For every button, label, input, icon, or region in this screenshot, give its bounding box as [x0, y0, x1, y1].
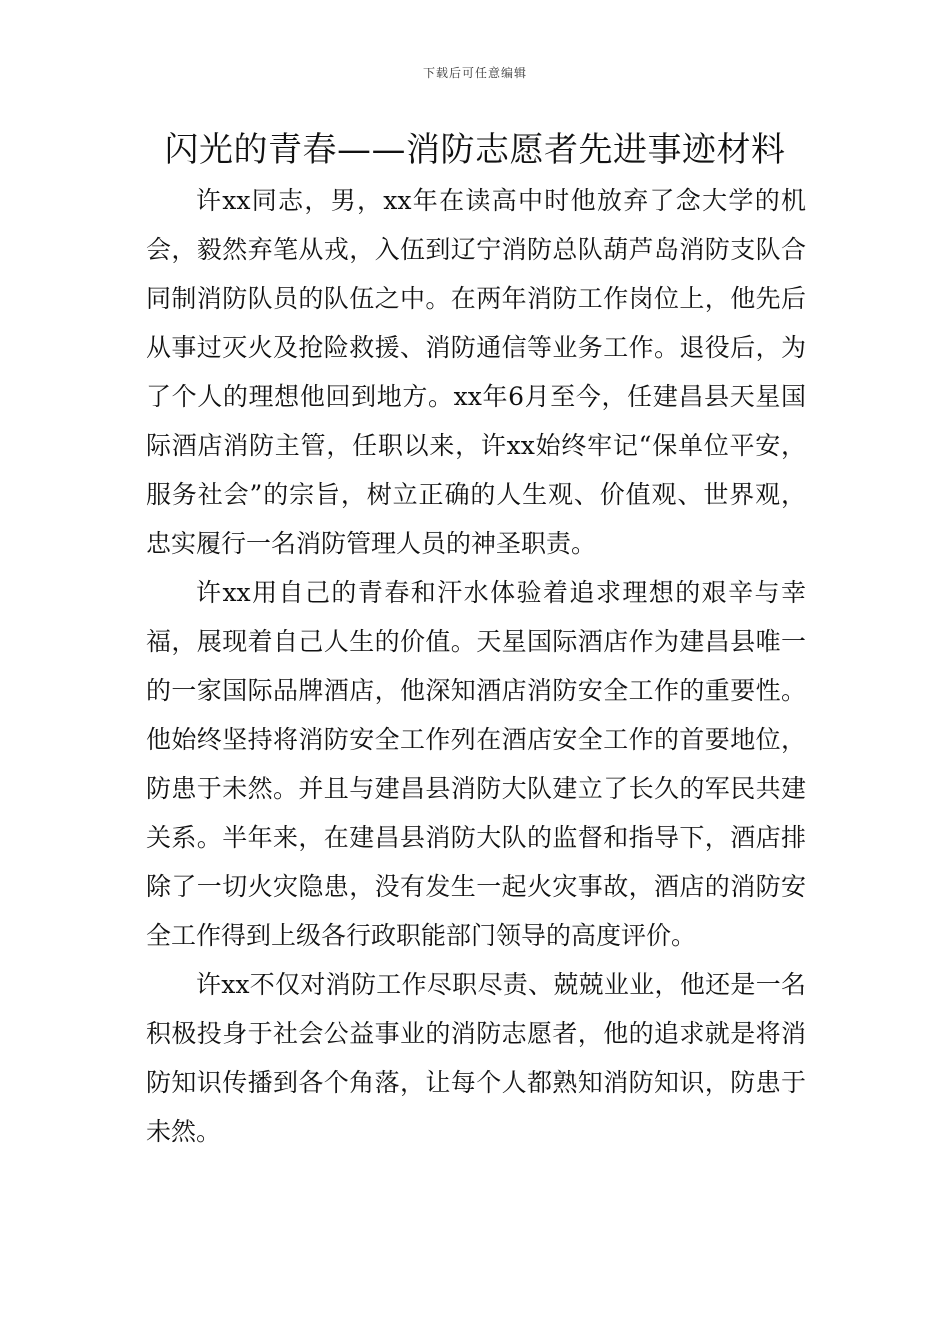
paragraph-2: 许xx用自己的青春和汗水体验着追求理想的艰辛与幸福，展现着自己人生的价值。天星国际酒店作为建昌县唯一的一家国际品牌酒店，他深知酒店消防安全工作的重要性。他始终坚持将消防安全工作列在酒店安全工作的首要地位，防患于未然。并且与建昌县消防大队建立了长久的军民共建关系。半年来，在建昌县消防大队的监督和指导下，酒店排除了一切火灾隐患，没有发生一起火灾事故，酒店的消防安全工作得到上级各行政职能部门领导的高度评价。	[146, 578, 806, 950]
paragraph-3: 许xx不仅对消防工作尽职尽责、兢兢业业，他还是一名积极投身于社会公益事业的消防志愿者，他的追求就是将消防知识传播到各个角落，让每个人都熟知消防知识，防患于未然。	[146, 970, 806, 1146]
document-title: 闪光的青春——消防志愿者先进事迹材料	[164, 130, 786, 170]
paragraph-1: 许xx同志，男，xx年在读高中时他放弃了念大学的机会，毅然弃笔从戎，入伍到辽宁消防总队葫芦岛消防支队合同制消防队员的队伍之中。在两年消防工作岗位上，他先后从事过灭火及抢险救援、消防通信等业务工作。退役后，为了个人的理想他回到地方。xx年6月至今，任建昌县天星国际酒店消防主管，任职以来，许xx始终牢记“保单位平安，服务社会”的宗旨，树立正确的人生观、价值观、世界观，忠实履行一名消防管理人员的神圣职责。	[146, 186, 806, 558]
header-note: 下载后可任意编辑	[422, 66, 527, 80]
document-body	[146, 176, 806, 1156]
